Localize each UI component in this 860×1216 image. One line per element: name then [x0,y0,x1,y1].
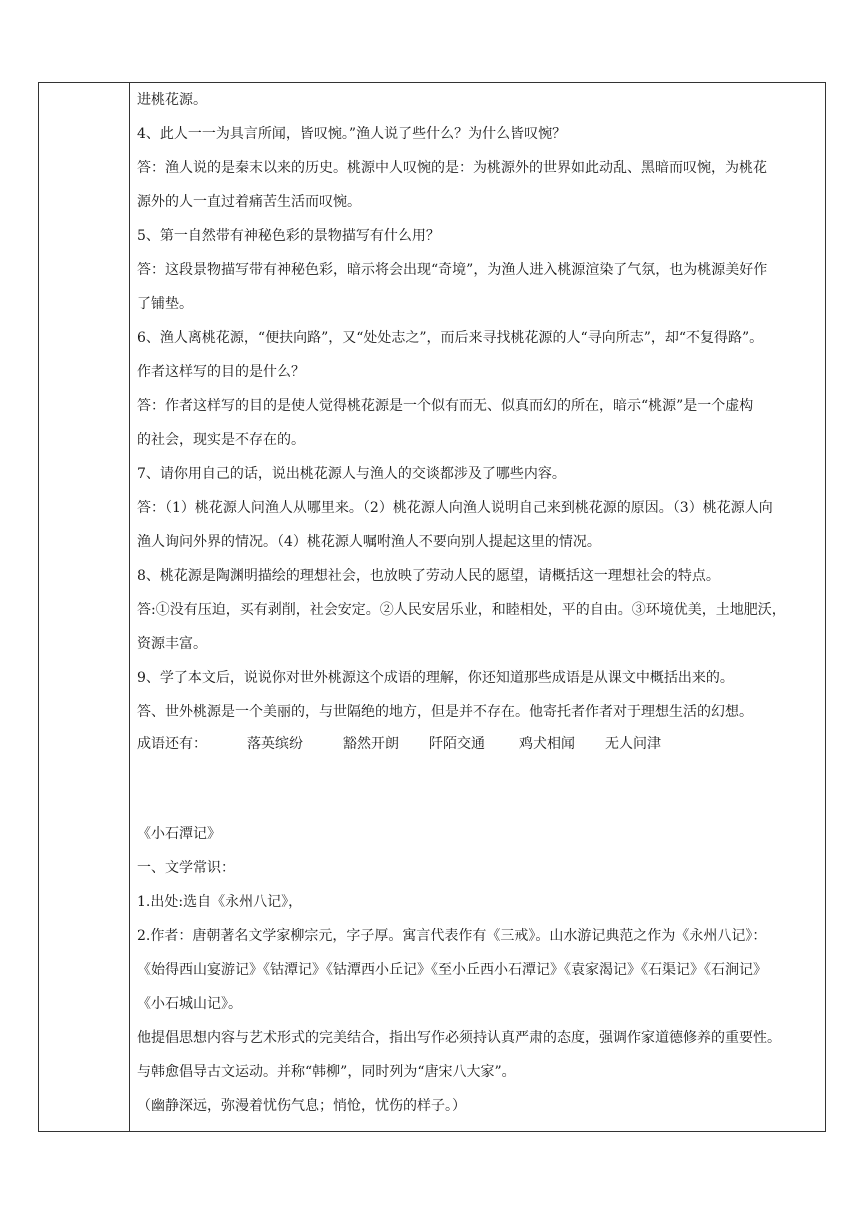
idiom-item: 落英缤纷 [247,736,303,752]
idiom-item: 阡陌交通 [429,736,485,752]
answer-line: 答：这段景物描写带有神秘色彩，暗示将会出现“奇境”，为渔人进入桃源渲染了气氛，也为桃源美好作 [137,262,768,278]
answer-line: 资源丰富。 [137,636,207,652]
question-line: 7、请你用自己的话，说出桃花源人与渔人的交谈都涉及了哪些内容。 [137,466,566,482]
text-line: （幽静深远，弥漫着忧伤气息；悄怆，忧伤的样子。） [137,1098,466,1114]
question-line: 4、此人一一为具言所闻，皆叹惋。”渔人说了些什么？为什么皆叹惋？ [137,126,567,142]
question-line: 8、桃花源是陶渊明描绘的理想社会，也放映了劳动人民的愿望，请概括这一理想社会的特点。 [137,568,720,584]
section-heading: 一、文学常识： [137,860,235,876]
text-line: 《始得西山宴游记》《钴潭记》《钴潭西小丘记》《至小丘西小石潭记》《袁家渴记》《石渠记》《石涧记》 [137,962,767,978]
idiom-item: 鸡犬相闻 [519,736,575,752]
answer-line: 了铺垫。 [137,296,193,312]
idiom-item: 豁然开朗 [343,736,399,752]
answer-line: 源外的人一直过着痛苦生活而叹惋。 [137,194,361,210]
answer-line: 答：渔人说的是秦末以来的历史。桃源中人叹惋的是：为桃源外的世界如此动乱、黑暗而叹惋，为桃花 [137,160,767,176]
text-line: 《小石城山记》。 [137,996,242,1012]
text-line: 他提倡思想内容与艺术形式的完美结合，指出写作必须持认真严肃的态度，强调作家道德修养的重要性。 [137,1030,781,1046]
question-line: 6、渔人离桃花源，“便扶向路”，又“处处志之”，而后来寻找桃花源的人“寻向所志”，却“不复得路”。 [137,330,764,346]
text-line: 进桃花源。 [137,92,207,108]
idioms-line [137,734,661,754]
text-line: 2.作者：唐朝著名文学家柳宗元，字子厚。寓言代表作有《三戒》。山水游记典范之作为《永州八记》： [137,928,767,944]
answer-line: 答：（1）桃花源人问渔人从哪里来。（2）桃花源人向渔人说明自己来到桃花源的原因。（3）桃花源人向 [137,500,773,516]
text-line: 与韩愈倡导古文运动。并称“韩柳”，同时列为“唐宋八大家”。 [137,1064,516,1080]
text-line: 1.出处:选自《永州八记》， [137,894,303,910]
question-line: 9、学了本文后，说说你对世外桃源这个成语的理解，你还知道那些成语是从课文中概括出来的。 [137,670,734,686]
answer-line: 答：作者这样写的目的是使人觉得桃花源是一个似有而无、似真而幻的所在，暗示“桃源”是一个虚构 [137,398,754,414]
section-title: 《小石潭记》 [137,826,221,842]
answer-line: 渔人询问外界的情况。（4）桃花源人嘱咐渔人不要向别人提起这里的情况。 [137,534,601,550]
answer-line: 答、世外桃源是一个美丽的，与世隔绝的地方，但是并不存在。他寄托者作者对于理想生活的幻想。 [137,704,753,720]
answer-line: 答:①没有压迫，买有剥削，社会安定。②人民安居乐业，和睦相处，平的自由。③环境优美，土地肥沃， [137,602,786,618]
question-line: 作者这样写的目的是什么？ [137,364,305,380]
question-line: 5、第一自然带有神秘色彩的景物描写有什么用？ [137,228,440,244]
column-divider [129,82,130,1132]
answer-line: 的社会，现实是不存在的。 [137,432,305,448]
idioms-prefix: 成语还有： [137,736,207,752]
idiom-item: 无人问津 [605,736,661,752]
